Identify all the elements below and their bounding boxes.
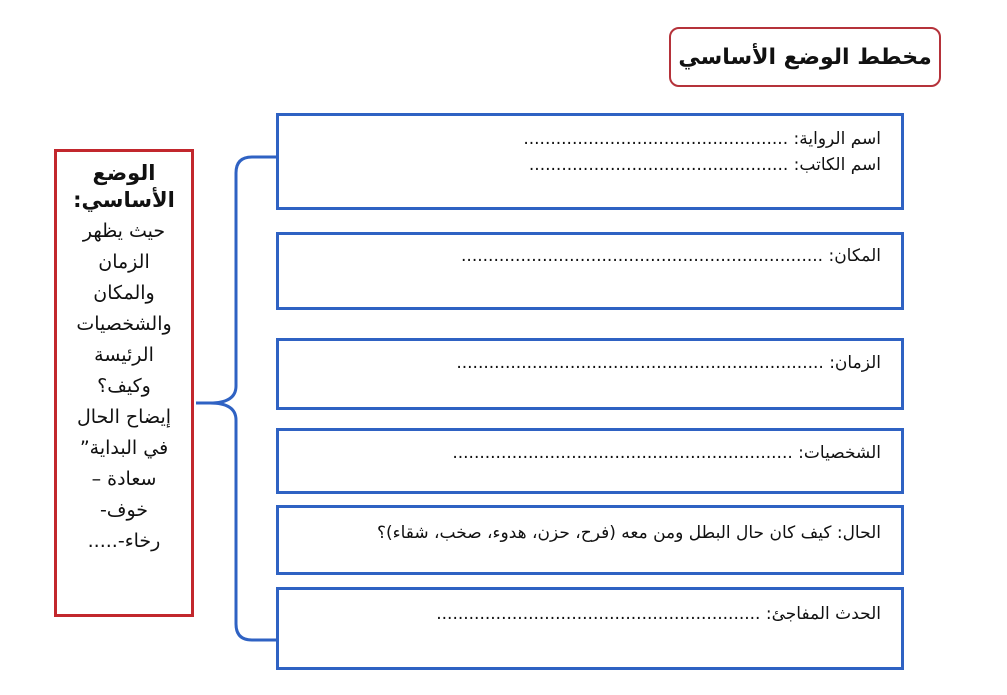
- row-characters: [276, 428, 904, 494]
- row-time: [276, 338, 904, 410]
- definition-line-3: والمكان: [93, 282, 155, 304]
- definition-heading-line2: الأساسي:: [73, 188, 175, 212]
- row-novel-author: [276, 113, 904, 210]
- surprise-event-field[interactable]: الحدث المفاجئ: ............................................................: [436, 604, 881, 624]
- novel-name-field[interactable]: اسم الرواية: .................................................: [523, 129, 881, 149]
- definition-line-7: إيضاح الحال: [76, 406, 172, 428]
- row-state: [276, 505, 904, 575]
- characters-field[interactable]: الشخصيات: ...............................................................: [452, 443, 881, 463]
- row-place: [276, 232, 904, 310]
- definition-line-2: الزمان: [98, 251, 150, 273]
- definition-line-4: والشخصيات: [76, 313, 172, 335]
- state-field[interactable]: الحال: كيف كان حال البطل ومن معه (فرح، حزن، هدوء، صخب، شقاء)؟: [376, 523, 881, 543]
- page-title: مخطط الوضع الأساسي: [669, 27, 941, 87]
- place-field[interactable]: المكان: ...................................................................: [461, 246, 881, 266]
- row-surprise-event: [276, 587, 904, 670]
- definition-line-6: وكيف؟: [97, 375, 151, 397]
- definition-line-10: خوف-: [99, 499, 149, 521]
- definition-line-8: في البداية”: [79, 437, 169, 459]
- definition-heading-line1: الوضع: [92, 161, 156, 185]
- author-name-field[interactable]: اسم الكاتب: ................................................: [528, 155, 881, 175]
- definition-line-5: الرئيسة: [94, 344, 154, 366]
- time-field[interactable]: الزمان: ....................................................................: [456, 353, 881, 373]
- definition-line-11: رخاء-.....: [87, 530, 161, 552]
- definition-line-9: سعادة –: [91, 468, 157, 490]
- definition-line-1: حيث يظهر: [82, 220, 166, 242]
